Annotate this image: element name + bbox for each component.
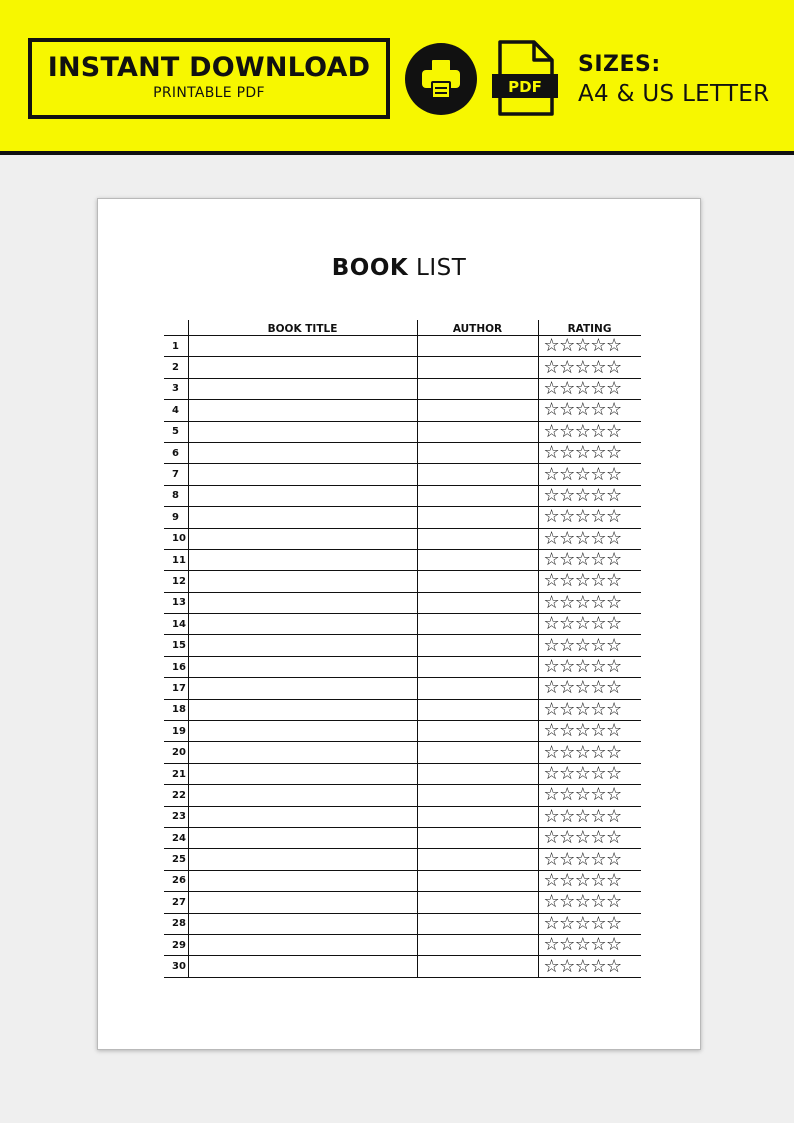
table-row xyxy=(164,678,641,699)
row-number: 23 xyxy=(164,806,188,827)
author-cell[interactable] xyxy=(417,892,538,913)
table-row xyxy=(164,892,641,913)
rating-cell[interactable] xyxy=(538,485,641,506)
star-rating-icon: ☆☆☆☆☆ xyxy=(543,763,622,784)
rating-cell[interactable] xyxy=(538,849,641,870)
table-row xyxy=(164,336,641,357)
table-row xyxy=(164,635,641,656)
rating-cell[interactable] xyxy=(538,400,641,421)
rating-cell[interactable] xyxy=(538,549,641,570)
row-number: 12 xyxy=(164,571,188,592)
row-number: 5 xyxy=(164,421,188,442)
star-rating-icon: ☆☆☆☆☆ xyxy=(543,934,622,956)
book-title-cell[interactable] xyxy=(188,549,417,570)
star-rating-icon: ☆☆☆☆☆ xyxy=(543,891,622,913)
title-rest: LIST xyxy=(408,255,467,281)
table-row xyxy=(164,400,641,421)
star-rating-icon: ☆☆☆☆☆ xyxy=(543,656,622,678)
table-row xyxy=(164,421,641,442)
rating-cell[interactable] xyxy=(538,870,641,891)
table-header-row xyxy=(164,320,641,336)
author-cell[interactable] xyxy=(417,763,538,784)
rating-cell[interactable] xyxy=(538,785,641,806)
rating-cell[interactable] xyxy=(538,464,641,485)
rating-cell[interactable] xyxy=(538,806,641,827)
author-cell[interactable] xyxy=(417,464,538,485)
row-number: 9 xyxy=(164,507,188,528)
book-title-cell[interactable] xyxy=(188,528,417,549)
author-cell[interactable] xyxy=(417,357,538,378)
book-title-cell[interactable] xyxy=(188,934,417,955)
star-rating-icon: ☆☆☆☆☆ xyxy=(543,377,622,399)
star-rating-icon: ☆☆☆☆☆ xyxy=(543,677,622,699)
rating-cell[interactable] xyxy=(538,507,641,528)
rating-cell[interactable] xyxy=(538,442,641,463)
book-title-cell[interactable] xyxy=(188,827,417,848)
row-number: 19 xyxy=(164,721,188,742)
table-row xyxy=(164,614,641,635)
promo-banner xyxy=(0,0,794,155)
book-title-cell[interactable] xyxy=(188,721,417,742)
book-title-cell[interactable] xyxy=(188,614,417,635)
book-title-cell[interactable] xyxy=(188,656,417,677)
author-cell[interactable] xyxy=(417,742,538,763)
star-rating-icon: ☆☆☆☆☆ xyxy=(543,634,622,656)
rating-cell[interactable] xyxy=(538,742,641,763)
author-cell[interactable] xyxy=(417,442,538,463)
author-cell[interactable] xyxy=(417,870,538,891)
row-number: 7 xyxy=(164,464,188,485)
star-rating-icon: ☆☆☆☆☆ xyxy=(543,420,622,442)
printer-icon xyxy=(405,43,477,115)
star-rating-icon: ☆☆☆☆☆ xyxy=(543,741,622,763)
row-number: 6 xyxy=(164,442,188,463)
author-cell[interactable] xyxy=(417,549,538,570)
header-book-title: BOOK TITLE xyxy=(188,320,417,336)
author-cell[interactable] xyxy=(417,785,538,806)
rating-cell[interactable] xyxy=(538,956,641,977)
rating-cell[interactable] xyxy=(538,913,641,934)
star-rating-icon: ☆☆☆☆☆ xyxy=(543,506,622,528)
row-number: 24 xyxy=(164,827,188,848)
table-row xyxy=(164,956,641,977)
table-row xyxy=(164,656,641,677)
row-number: 20 xyxy=(164,742,188,763)
book-title-cell[interactable] xyxy=(188,870,417,891)
rating-cell[interactable] xyxy=(538,635,641,656)
table-row xyxy=(164,357,641,378)
book-title-cell[interactable] xyxy=(188,678,417,699)
book-title-cell[interactable] xyxy=(188,507,417,528)
book-title-cell[interactable] xyxy=(188,336,417,357)
star-rating-icon: ☆☆☆☆☆ xyxy=(543,784,622,806)
title-bold: BOOK xyxy=(331,255,409,281)
book-title-cell[interactable] xyxy=(188,378,417,399)
table-row xyxy=(164,763,641,784)
star-rating-icon: ☆☆☆☆☆ xyxy=(543,591,622,613)
star-rating-icon: ☆☆☆☆☆ xyxy=(543,869,622,891)
row-number: 22 xyxy=(164,785,188,806)
author-cell[interactable] xyxy=(417,934,538,955)
star-rating-icon: ☆☆☆☆☆ xyxy=(543,720,622,742)
rating-cell[interactable] xyxy=(538,528,641,549)
book-title-cell[interactable] xyxy=(188,442,417,463)
book-title-cell[interactable] xyxy=(188,400,417,421)
rating-cell[interactable] xyxy=(538,421,641,442)
table-row xyxy=(164,528,641,549)
author-cell[interactable] xyxy=(417,721,538,742)
book-title-cell[interactable] xyxy=(188,956,417,977)
table-row xyxy=(164,721,641,742)
book-title-cell[interactable] xyxy=(188,357,417,378)
star-rating-icon: ☆☆☆☆☆ xyxy=(543,805,622,827)
sizes-info xyxy=(578,52,769,107)
table-row xyxy=(164,849,641,870)
sizes-value: A4 & US LETTER xyxy=(578,81,770,107)
author-cell[interactable] xyxy=(417,571,538,592)
pdf-label: PDF xyxy=(508,78,542,96)
author-cell[interactable] xyxy=(417,678,538,699)
author-cell[interactable] xyxy=(417,421,538,442)
author-cell[interactable] xyxy=(417,827,538,848)
book-title-cell[interactable] xyxy=(188,785,417,806)
author-cell[interactable] xyxy=(417,614,538,635)
row-number: 25 xyxy=(164,849,188,870)
header-rating: RATING xyxy=(538,320,641,336)
table-row xyxy=(164,549,641,570)
row-number: 18 xyxy=(164,699,188,720)
rating-cell[interactable] xyxy=(538,763,641,784)
author-cell[interactable] xyxy=(417,485,538,506)
star-rating-icon: ☆☆☆☆☆ xyxy=(543,613,622,635)
row-number: 30 xyxy=(164,956,188,977)
row-number: 21 xyxy=(164,763,188,784)
star-rating-icon: ☆☆☆☆☆ xyxy=(543,912,622,934)
book-title-cell[interactable] xyxy=(188,464,417,485)
book-title-cell[interactable] xyxy=(188,742,417,763)
rating-cell[interactable] xyxy=(538,827,641,848)
book-title-cell[interactable] xyxy=(188,421,417,442)
rating-cell[interactable] xyxy=(538,614,641,635)
star-rating-icon: ☆☆☆☆☆ xyxy=(543,827,622,849)
author-cell[interactable] xyxy=(417,507,538,528)
badge-subtitle: PRINTABLE PDF xyxy=(153,85,265,101)
author-cell[interactable] xyxy=(417,849,538,870)
table-row xyxy=(164,571,641,592)
author-cell[interactable] xyxy=(417,592,538,613)
rating-cell[interactable] xyxy=(538,571,641,592)
header-number xyxy=(164,320,188,336)
rating-cell[interactable] xyxy=(538,934,641,955)
book-title-cell[interactable] xyxy=(188,635,417,656)
row-number: 2 xyxy=(164,357,188,378)
header-author: AUTHOR xyxy=(417,320,538,336)
author-cell[interactable] xyxy=(417,913,538,934)
star-rating-icon: ☆☆☆☆☆ xyxy=(543,356,622,378)
book-title-cell[interactable] xyxy=(188,763,417,784)
book-list-page xyxy=(97,198,701,1050)
rating-cell[interactable] xyxy=(538,378,641,399)
book-title-cell[interactable] xyxy=(188,913,417,934)
book-list-table xyxy=(164,320,641,978)
book-title-cell[interactable] xyxy=(188,892,417,913)
table-row xyxy=(164,442,641,463)
table-row xyxy=(164,507,641,528)
table-row xyxy=(164,827,641,848)
sizes-title: SIZES: xyxy=(578,52,661,77)
row-number: 1 xyxy=(164,336,188,357)
table-row xyxy=(164,742,641,763)
book-title-cell[interactable] xyxy=(188,592,417,613)
table-row xyxy=(164,592,641,613)
table-row xyxy=(164,378,641,399)
row-number: 10 xyxy=(164,528,188,549)
star-rating-icon: ☆☆☆☆☆ xyxy=(543,335,622,357)
author-cell[interactable] xyxy=(417,656,538,677)
instant-download-badge xyxy=(28,38,390,119)
table-row xyxy=(164,870,641,891)
rating-cell[interactable] xyxy=(538,656,641,677)
row-number: 29 xyxy=(164,934,188,955)
star-rating-icon: ☆☆☆☆☆ xyxy=(543,442,622,464)
row-number: 13 xyxy=(164,592,188,613)
star-rating-icon: ☆☆☆☆☆ xyxy=(543,527,622,549)
row-number: 3 xyxy=(164,378,188,399)
author-cell[interactable] xyxy=(417,806,538,827)
book-title-cell[interactable] xyxy=(188,806,417,827)
author-cell[interactable] xyxy=(417,635,538,656)
row-number: 14 xyxy=(164,614,188,635)
author-cell[interactable] xyxy=(417,956,538,977)
row-number: 15 xyxy=(164,635,188,656)
rating-cell[interactable] xyxy=(538,357,641,378)
rating-cell[interactable] xyxy=(538,678,641,699)
row-number: 4 xyxy=(164,400,188,421)
row-number: 28 xyxy=(164,913,188,934)
author-cell[interactable] xyxy=(417,400,538,421)
row-number: 17 xyxy=(164,678,188,699)
row-number: 8 xyxy=(164,485,188,506)
table-row xyxy=(164,934,641,955)
rating-cell[interactable] xyxy=(538,721,641,742)
row-number: 26 xyxy=(164,870,188,891)
table-row xyxy=(164,785,641,806)
book-title-cell[interactable] xyxy=(188,485,417,506)
rating-cell[interactable] xyxy=(538,699,641,720)
book-title-cell[interactable] xyxy=(188,571,417,592)
book-title-cell[interactable] xyxy=(188,849,417,870)
table-row xyxy=(164,806,641,827)
star-rating-icon: ☆☆☆☆☆ xyxy=(543,463,622,485)
row-number: 27 xyxy=(164,892,188,913)
star-rating-icon: ☆☆☆☆☆ xyxy=(543,955,622,977)
table-row xyxy=(164,913,641,934)
badge-title: INSTANT DOWNLOAD xyxy=(47,52,371,83)
author-cell[interactable] xyxy=(417,336,538,357)
rating-cell[interactable] xyxy=(538,892,641,913)
star-rating-icon: ☆☆☆☆☆ xyxy=(543,399,622,421)
row-number: 16 xyxy=(164,656,188,677)
table-body xyxy=(164,336,641,978)
rating-cell[interactable] xyxy=(538,336,641,357)
author-cell[interactable] xyxy=(417,378,538,399)
book-title-cell[interactable] xyxy=(188,699,417,720)
table-row xyxy=(164,699,641,720)
star-rating-icon: ☆☆☆☆☆ xyxy=(543,570,622,592)
star-rating-icon: ☆☆☆☆☆ xyxy=(543,484,622,506)
row-number: 11 xyxy=(164,549,188,570)
table-row xyxy=(164,464,641,485)
page-title xyxy=(98,255,700,281)
table-row xyxy=(164,485,641,506)
author-cell[interactable] xyxy=(417,699,538,720)
pdf-file-icon xyxy=(492,40,558,116)
star-rating-icon: ☆☆☆☆☆ xyxy=(543,549,622,571)
author-cell[interactable] xyxy=(417,528,538,549)
rating-cell[interactable] xyxy=(538,592,641,613)
star-rating-icon: ☆☆☆☆☆ xyxy=(543,848,622,870)
star-rating-icon: ☆☆☆☆☆ xyxy=(543,698,622,720)
